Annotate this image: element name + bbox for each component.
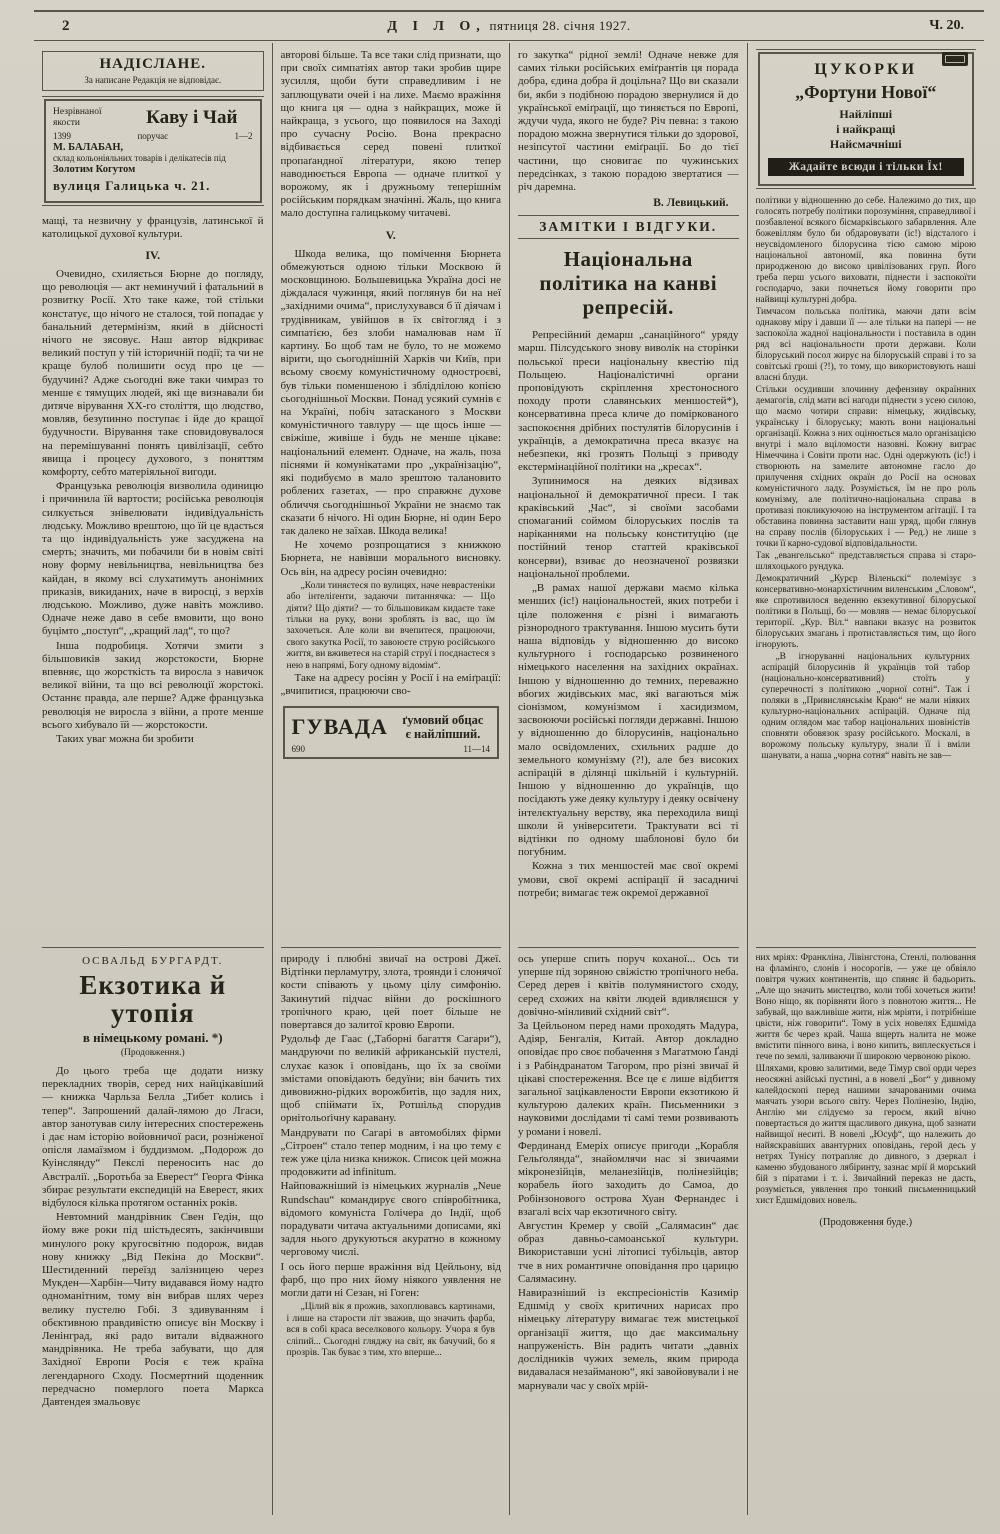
paragraph: Репресійний демарш „санаційного“ уряду марш. Пілсудського знову виволік на сторінки польської преси національну квестію під Польщею. Націоналістичні органи проповідують скріплення хрестоносного походу проти славянських меншостей*), консервативна преса кличе до поміркованого заспокоєння дрібних постулятів білорусинів і українців, а демократична преса вказує на небезпеки, які грозять Польщі з приводу екстермінаційної політики на „кресах“. [518,329,739,474]
paragraph: них мріях: Франкліна, Лівінгстона, Стенлі, полювання на фламінго, слонів і носорогів, — уже це обвіяло повітря чужих континентів, що спяняє й бадьорить. „Але що значить мистецтво, коли тобі хочеться жити! Воно ніщо, як порівняти його з повнотою життя... Не забувай, що важливіше жити, ніж мріяти, і потрібніше цвісти, ніж говорити“. Тому в усіх новелях Едшміда життя бє через край. Чаша вщерть налита не може вмістити пінного вина, і воно кипить, виплескується і тече по землі, заливаючи її широкою червоною рікою. [755,953,976,1062]
ad-line1: Найліпші [839,107,893,121]
paragraph: „Цілий вік я прожив, захоплювавсь картинами, і лише на старости літ зважив, що значить фарба, вся в собі краса веселкового кольору. Учора я був сліпий... Сьогодні гляджу на світ, як бачучий, бо я прозрів. Так буває з тим, хто вперше... [286,1301,495,1358]
article-title: Екзотика й утопія [79,970,227,1028]
to-be-continued: (Продовження буде.) [819,1217,913,1228]
paragraph: ось уперше спить поруч коханої... Ось ти уперше під зоряною свіжістю тропічного неба. Серед дерев і квітів полумянистого сходу, серед схожих на квіти людей вдивляєшся у довічно-мінливий східний світ“. [518,953,739,1018]
article-tail: мащі, та незвичну у французів, латинської й католицької духової культури. [42,214,264,240]
nadislane-box [42,51,264,91]
paragraph: Шляхами, кровю залитими, веде Тімур свої орди через неосяжні азійські пустині, а в новелі „Бог“ у дивному калейдоскопі перед нашими зачарованими очима маячать узори всього світу. Через Полінезію, Індію, Англію ми слідуємо за героєм, який вічно повертається до життя щасливого дикуна, щоб зазнати найвищої неситі. В новелі „Юсуф“, що належить до найяскравіших авантурних оповідань, герой десь у нетрях Тунісу потрапляє до дивного, з дзеркал і каменю збудованого лябіринту, зазнає мрії й морський бій з піратами і т. і. Звичайний переказ не дасть, розуміється, уявлення про тонкий письменницький хист Едшмідових новель. [755,1064,976,1206]
ad-brand: ГУВАДА [291,714,388,740]
column-3-top [518,49,739,947]
article-body [756,196,977,651]
ad-brand: Золотим Когутом [53,163,136,175]
ad-number-left: 1399 [53,131,71,141]
column-4-top [756,49,977,947]
paragraph: авторові більше. Та все таки слід признати, що при своїх симпатіях автор таки зробив щире зусилля, щоби бути справедливим і не заплющувати очей і на лихе. Маємо вражіння що книга ця — одна з найкращих, може й найкраща, з усього, що появилося на Заході про сучасну Росію. Вона прекрасно відбивається серед повені плиткої пропаґандної літератури, якою тепер наводнюється Европа — одначе плиткої у ворожому, як і дружньому теперішнім російським порядкам значінні. Жаль, що книга мало доступна галицькому читачеві. [280,49,501,220]
ad-number-right: 1—2 [234,131,253,141]
paragraph: „В рамах нашої держави маємо кілька менших (іс!) національностей, яких потреби і ціле положення є різні і вимагають різнородного трактування. Іншою мусить бути наша відповідь у відношенню до високо культурного і господарсько розвиненого німецького населення на західних окраїнах. Іншою у відношенню до темних, переважно вбогих жидівських мас, які вагаються між сіонізмом, комунізмом і хасидизмом, засвоюючи російські погляди державні. Іншою у відношенню до білорусинів, національно мало освідомлених, схильних радше до земельного комунізму (?!), але без високих аспірацій в ділянці шкільній і культурній. Іншою у відношенню до українців, що посідають уже деяку культуру і деяку освічену інтелєктуальну верству, яка переходила вищі школи й університети. Трактувати всі ті відтінки по одному шаблонові було би погубним. [518,582,739,859]
ad-middle: поручає [137,131,169,141]
masthead-date: пятниця 28. січня 1927. [489,17,631,33]
masthead [34,18,984,35]
issue-number: Ч. 20. [929,18,964,33]
ad-quality-line: Незрівнаної якости [53,107,102,128]
ad-text-line1: ґумовий обцас [402,713,484,728]
column-1 [34,43,272,1515]
article-body [281,248,502,579]
columns [34,43,984,1515]
ad-title: ЦУКОРКИ [814,61,918,78]
ad-banner: Жадайте всюди і тільки Їх! [768,158,965,176]
ad-line3: Найсмачніші [829,137,902,151]
paragraph: Невтомний мандрівник Свен Гедін, що йому вже роки під шістьдесять, закінчивши минулого року кругосвітню подорож, видав нову книжку „Від Пекіна до Москви“. Шестиденний переїзд залізницею через Мукден—Харбін—Читу видавався йому надто одноманітним, тому він вибрав шлях через велику пустелю Гобі. З здивуванням і обєктивною правдивістю описує він Москву і Ленінград, які радо витали відважного мандрівника. Не треба забувати, що для Західної Европи Росія є теж країна легендарного Сходу. Посмертний щоденник передчасно померлого поета Маркса Давтендея змальовує [42,1211,264,1409]
nadislane-note: За написане Редакція не відповідає. [84,75,222,85]
paragraph: природу і плюбні звичаї на острові Джеї. Відтінки перламутру, злота, троянди і слонячої кости співають у цьому цілу симфонію. Закинутий підчас війни до роскішного тропічного краю, цей поет більше не повертався до залитої кровю Европи. [280,953,501,1032]
paragraph: Не хочемо розпрощатися з книжкою Бюрнета, не навівши морального висновку. Ось він, на адресу росіян очевидно: [280,539,501,578]
article-body [42,268,264,746]
ad-product-name: Каву і Чай [146,107,238,128]
paragraph: Кожна з тих меншостей має свої окремі умови, свої окремі аспірації й засадничі потреби; вимагає теж окремої державної [518,860,739,899]
column-3 [509,43,747,1515]
quote-block [281,580,502,671]
paragraph: За Цейльоном перед нами проходять Мадура, Адіяр, Бенгалія, Китай. Автор докладно оповідає про своє побачення з Магатмою Ґанді і з Рабіндранатом Тагором, про різні звичаї й цікаві спостереження. Все це є лише відбиття загальної зацікавлености Европи екзотикою й культурою далеких країн. Письменники з науковими дослідами ті самі теми розвивають у романи і новелі. [518,1020,739,1138]
column-2-bottom [281,947,502,1515]
guvada-ad [283,706,500,759]
paragraph: Таких уваг можна би зробити [56,733,194,746]
ad-address: вулиця Галицька ч. 21. [53,177,211,193]
paragraph: Так „евангельсько“ представляється справа зі старо-шляхоцького рундука. [755,551,976,572]
rubric-header: ЗАМІТКИ І ВІДГУКИ. [518,215,739,239]
paragraph: Найповажніший із німецьких журналів „Neue Rundschau“ командирує свого співробітника, відомого комуніста Голічера до Індії, щоб порадувати читача актуальними дописами, які задля нього друкуються акуратно в кожному черговому числі. [280,1180,501,1259]
header-rule [34,40,984,41]
column-4 [747,43,985,1515]
paragraph: До цього треба ще додати низку перекладних творів, серед них найцікавіший — книжка Чарльза Белла „Тибет колись і тепер“. Запрошений далай-лямою до Лгаси, автор занотував силу інтересних спостережень і дає нам історію войовничої раси, розніженої опісля ламаїзмом і буддизмом. „Подорож до Куінслянду“ Пекслі переносить нас до Австралії. „Боротьба за Еверест“ Георга Фінка збирає результати експедицій на Еверест, яких відбулося кілька протягом останніх років. [42,1065,264,1210]
paragraph: Інша подробиця. Хотячи змити з більшовиків закид жорстокости, Бюрне впевняє, що жорсткість та виросла з навичок великої війни, та що всі революції жорстокі. Останнє правда, але перше? Адже французька революція не виросла з війни, а проте менше всього хибувало їй — жорстокости. [42,639,264,731]
tsukorky-ad [758,52,975,186]
ad-number-left: 690 [291,744,305,755]
nadislane-title: НАДІСЛАНЕ. [99,56,207,72]
ad-number-right: 11—14 [463,744,490,755]
ad-line2: і найкращі [836,122,896,136]
kava-chai-ad [44,99,262,203]
ad-text-line2: є найліпший. [405,727,481,742]
page-header [34,10,984,40]
paragraph: Фердинанд Емеріх описує пригоди „Корабля Гельґолянда“, знайомлячи нас зі звичаями мікронезійців, меланезійців, полінезійців; корабель його заходить до Самоа, до Робінзонового острова Хуан Фернандес і взагалі всіх чар екзотичного світу. [518,1139,739,1218]
article-subtitle: в німецькому романі. *) [82,1030,223,1045]
paragraph: „Коли тиняєтеся по вулицях, наче неврастеніки або інтеліґенти, задаючи питаннячка: — Що діяти? Що діяти? — то більшовикам кидаєте таке тільки на руку, вони зроблять із вас, що їм захочеться. Але коли ви вчепитеся, працюючи, свого закутка Росії, то завоюєте струю російського життя, ви вживетеся на старій струї і поєднаєтеся з нею в напрямі, Богу одному відомім“. [286,579,495,671]
ad-stamp-icon [942,52,968,66]
article-headline: Національна політика на канві репресій. [539,247,718,320]
section-number-iv: IV. [145,247,161,262]
article-body [756,953,977,1207]
ad-merchant: М. БАЛАБАН, [53,142,124,153]
article-body [518,329,739,900]
paragraph: Навиразніший із експресіоністів Казимір Едшмід у своїх критичних нарисах про німецьку літературу вимагає теж мистецької організації життя, що дає максимальну напруженість. Він радить читати „давніх дослідників чужих земель, яким природа видавалася незайманою“, які завойовували і не марнували час у своїх мрій- [518,1287,739,1392]
ad-brand: „Фортуни Нової“ [795,82,937,102]
ad-text [396,713,490,741]
section-number-v: V. [385,227,396,242]
paragraph: Стільки осудивши злочинну дефензиву окраїнних демагогів, слід мати всі нагоди піднести з усею силою, що маємо чотири справи: німецьку, жидівську, українську і білоруську; мають вони національні організації. Кожна з них оцінюється мало організацією внутрі і мало вціломости назовні. Кожну виграє Німеччина і Совіти проти нас. Одні одержують (іс!) і створюють на замелите автономне гасло до прилучення східних окраїн до Росії на основах комуністичного ладу. Розуміється, їм не про роль комунізму, але політично-національна справа в противазі покликуючою на інструментом агітації. І та обставина повинна заставити наш уряд, щоби глянув на справу послів (білоруських і — Ред.) не лише з точки її карно-судової відповідальности. [755,385,976,549]
quote-block [281,1301,502,1358]
paragraph: Зупинимося на деяких відзивах національної й демократичної преси. І так краківський „Час“, зі своїми засобами спомаганий соймом білоруських послів та наріканнями на польську конституцію (це постійний тенор статтей краківської консерви), взиває до неозначеної розвязки національної проблеми. [518,475,739,580]
column-2 [272,43,510,1515]
masthead-title: Д І Л О, [387,18,486,34]
paragraph: Шкода велика, що помічення Бюрнета обмежуються одною тільки Москвою й московщиною. Большевицька Україна досі не діждалася чужинця, який поглянув би на неї „західними очима“, прислухувався б її діячам і трудівникам, увійшов в їх світогляд і з симпатією, без злоби намалював нам її картину. Бо щоб там не було, то не можемо вірити, що сьогоднішній Харків чи Київ, при всьому своєму комуністичному одностроєві, був тільки поменшеною і зблідлілою копією сьогоднішньої Москви. Понад усякий сумнів є на Україні, побіч затасканого з Москви комуністичного тавлуру — ще щось інше — свіжіше, живіше і будь не менше цікаве: національний елемент. Одначе, на жаль, поза піснями й комунікатами про „українізацію“, які подибуємо в мало зрештою талановито роблених газетах, — про справжнє духове обличчя сьогоднішньої України не знаємо так сказати б нічого. Ні один Бюрне, ні один Беро так далеко не заїхав. Шкода велика! [280,247,501,537]
article-author: ОСВАЛЬД БУРГАРДТ. [82,955,224,967]
column-4-bottom [756,947,977,1515]
paragraph: Очевидно, схиляється Бюрне до погляду, що революція — акт неминучий і фатальний в розвитку Росії. Хто таке каже, той стільки констатує, що нічого не сталося, той попадає у банальний детермінізм, який в дійсності нічого не зясовує. Наш автор відкриває великий поступ у тій історичній події; та чи не краще булоб полишити осуд про це — будучині? Адже сьогодні вже таки чимраз то менше є тямущих людей, які ще визнавали би дитяче вірування ХХ-го століття, що людство, мовляв, безупинно поступає і йде до кращої будучности. Вірування таке сповидовувалося на перемішуванні понять цивілізації, себто явища і процесу духового, з поняттям комфорту, себто матеріяльної вигоди. [42,267,264,478]
article-body [42,1065,264,1409]
paragraph: Таке на адресу росіян у Росії і на еміґрації: „вчипитися, працюючи сво- [280,671,501,698]
continuation-note: (Продовження.) [120,1048,185,1058]
paragraph: Рудольф де Гаас („Таборні багаття Сагари“), мандруючи по великій африканській пустелі, слухає казок і оповідань, що їх за своїми змістами оповідають бедуїни; він бачить тих дивовижно-рідких ворожбитів, що задля них, щоб спіймати їх, Ротшільд спорудив орнітольоґічну каравану. [280,1033,501,1125]
column-1-top [42,49,264,947]
column-2-top [281,49,502,947]
column-1-bottom [42,947,264,1515]
article-body [281,953,502,1300]
column-3-bottom [518,947,739,1515]
author-signature: В. Левицький. [653,197,729,210]
paragraph: Мандрувати по Сагарі в автомобілях фірми „Сітроен“ стало тепер модним, і на цю тему є теж уже ціла низка книжок. Список цей можна продовжити ad infinitum. [280,1126,501,1179]
paragraph: „В ігноруванні національних культурних аспірацій білорусинів й українців той табор (національно-консервативний) стоїть у суперечності з політикою „чорної сотні“. Таж і поляки в „Привислянськім Краю“ не мали ніяких культурно-національних аспірацій. Одначе під одним оглядом має табор національних шовіністів сповняти обовязок зразу російського. Москалі, в ворожому польську культуру, знали її і вміли шанувати, а наша „чорна сотня“ навіть не зав— [761,652,970,761]
quote-block [756,652,977,762]
article-body [518,953,739,1393]
page-number: 2 [62,17,70,34]
paragraph: го закутка“ рідної землі! Одначе невже для самих тільки російських еміґрантів ця порада добра, єдина добра й доцільна? Що ви сказали би, якби з подібною порадою звернулися й до української еміґрації, що тиняється по Европі, ждучи чуда, якого не буде? Річ певна: з такою порадою можна звернутися тільки до здорової, незіпсутої частини еміґрації. Бо до тієї частини, що сновигає по чужинських передсінках, з такою порадою звертатися — річ даремна. [518,49,739,194]
paragraph: Августин Кремер у своїй „Салямасин“ дає образ давньо-самоанської культури. Використавши усні літописі тубільців, автор тче в них романтичне оповідання про царицю Салямасину. [518,1220,739,1285]
paragraph: І ось його перше вражіння від Цейльону, від фарб, що про них йому ніякого уявлення не могли дати ні Сезан, ні Гоген: [280,1260,501,1300]
paragraph: Французька революція визволила одиницю і причинила їй вартости; російська революція силкується знівелювати індивідуальність людську. Можливо врештою, що їй це вдасться та що індивідуальність уже засуджена на смерть; значить, ми побачили би в новім світі нову форму невільництва, невільництва без кайдан, в якому всі слухатимуть анонімних приказів, викиданих, наче в виросці, з верхів людською. Можливо, дуже навіть можливо. Одначе неже даво в себе вмовити, що воно буцімто „поступ“, „кращий лад“, то що? [42,480,264,638]
paragraph: Демократичний „Курєр Віленьскі“ полемізує з консервативно-монархістичним виленським „Словом“, яке спротивилося веденню екзекутивної білоруської політики в Польщі, бо — мовляв — немає білоруської території. „Кур. Віл.“ навпаки вказує на розвиток білоруських змагань і протиставляється тим, що його ігнорують. [755,574,976,650]
paragraph: Тимчасом польська політика, маючи дати всім однакову міру і давши її — але тільки на папері — не заспокоїла жадної національности і поставила в один ряд всі національности проти держави. Коли білоруський посол жирує на білоруській справі і то за совітські гроші (?!), то тому, що використовують наші власні блуди. [755,307,976,383]
paragraph: політики у відношенню до себе. Належимо до тих, що голосять потребу політики порозуміння, справедливої і позбавленої всякого бісмарківського забарвлення. Але божевіллям було би обдаровувати (іс!) відсталого і неусвідомленого білорусина тією самою мірою національної автономії, яка повинна бути природженою до високо цивілізованих груп. Його треба перш усього виховати, піднести і заспокоїти господарчо, заки почнеться йому говорити про найвищі культурні добра. [755,196,976,305]
ad-description: склад кольоніяльних товарів і делікатесів під [53,153,226,163]
